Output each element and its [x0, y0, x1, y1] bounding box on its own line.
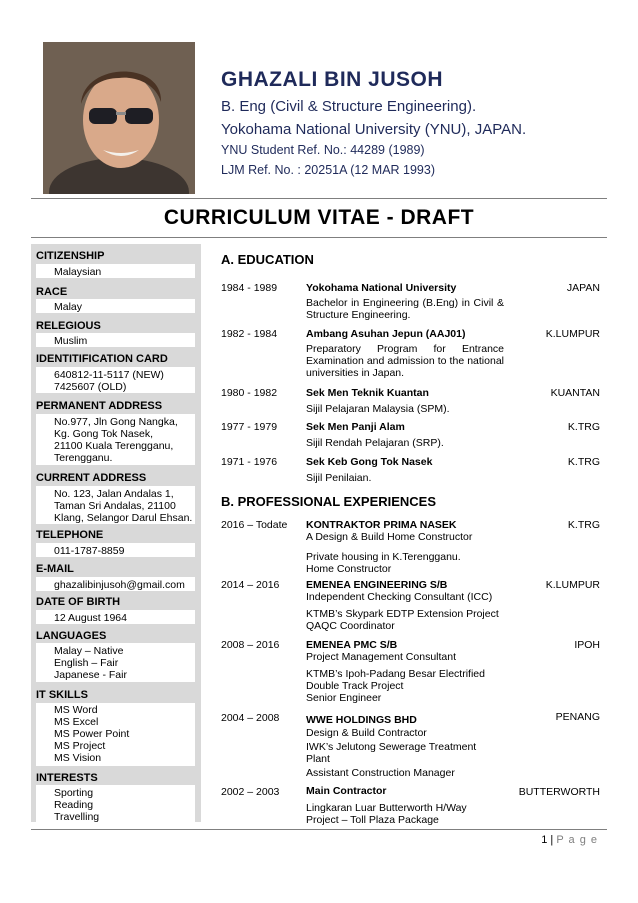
permanent-address-line: 21100 Kuala Terengganu,: [54, 440, 174, 452]
citizenship-heading: CITIZENSHIP: [36, 250, 105, 262]
experience-heading: B. PROFESSIONAL EXPERIENCES: [221, 494, 437, 509]
exp-role: Independent Checking Consultant (ICC): [306, 591, 493, 603]
race-value: Malay: [54, 301, 83, 313]
ynu-ref-line: YNU Student Ref. No.: 44289 (1989): [221, 143, 425, 157]
exp-years: 2002 – 2003: [221, 786, 280, 798]
religion-heading: RELEGIOUS: [36, 320, 101, 332]
edu-school: Sek Keb Gong Tok Nasek: [306, 456, 433, 468]
exp-project-line: IWK’s Jelutong Sewerage Treatment: [306, 741, 477, 753]
languages-heading: LANGUAGES: [36, 630, 107, 642]
interest-line: Reading: [54, 799, 94, 811]
it-skill-line: MS Vision: [54, 752, 102, 764]
edu-location: KUANTAN: [550, 387, 600, 399]
exp-location: IPOH: [574, 639, 600, 651]
exp-project-line: KTMB’s Skypark EDTP Extension Project: [306, 608, 499, 620]
id-card-heading: IDENTITIFICATION CARD: [36, 353, 168, 365]
exp-years: 2004 – 2008: [221, 712, 280, 724]
ljm-ref-line: LJM Ref. No. : 20251A (12 MAR 1993): [221, 163, 435, 177]
telephone-value: 011-1787-8859: [54, 545, 125, 557]
exp-project-line: Lingkaran Luar Butterworth H/Way: [306, 802, 467, 814]
permanent-address-line: Kg. Gong Tok Nasek,: [54, 428, 154, 440]
edu-location: K.TRG: [567, 456, 600, 468]
portrait-image: [43, 42, 195, 194]
exp-project-line: KTMB’s Ipoh-Padang Besar Electrified: [306, 668, 485, 680]
exp-location: PENANG: [555, 711, 600, 723]
exp-role: Project Management Consultant: [306, 651, 456, 663]
it-skill-line: MS Project: [54, 740, 106, 752]
exp-project-line: Private housing in K.Terengganu.: [306, 551, 461, 563]
exp-years: 2008 – 2016: [221, 639, 280, 651]
candidate-name: GHAZALI BIN JUSOH: [221, 68, 444, 91]
id-card-line: 7425607 (OLD): [54, 381, 127, 393]
current-address-heading: CURRENT ADDRESS: [36, 472, 147, 484]
citizenship-value: Malaysian: [54, 266, 102, 278]
language-line: Malay – Native: [54, 645, 124, 657]
edu-years: 1984 - 1989: [221, 282, 278, 294]
edu-location: JAPAN: [566, 282, 600, 294]
edu-details: Sijil Pelajaran Malaysia (SPM).: [306, 403, 450, 415]
document-title: CURRICULUM VITAE - DRAFT: [163, 206, 475, 229]
footer-rule: [31, 829, 607, 830]
title-rule: [31, 237, 607, 238]
exp-company: KONTRAKTOR PRIMA NASEK: [306, 519, 457, 531]
profile-photo: [43, 42, 195, 194]
exp-project-line: Double Track Project: [306, 680, 404, 692]
current-address-line: Taman Sri Andalas, 21100: [54, 500, 176, 512]
exp-company: Main Contractor: [306, 785, 387, 797]
id-card-line: 640812-11-5117 (NEW): [54, 369, 164, 381]
edu-years: 1971 - 1976: [221, 456, 278, 468]
interest-line: Travelling: [54, 811, 100, 823]
edu-details: Sijil Rendah Pelajaran (SRP).: [306, 437, 444, 449]
language-line: English – Fair: [54, 657, 119, 669]
it-skill-line: MS Word: [54, 704, 98, 716]
it-skills-heading: IT SKILLS: [36, 689, 88, 701]
language-line: Japanese - Fair: [54, 669, 127, 681]
exp-location: K.LUMPUR: [545, 579, 600, 591]
page-label: P a g e: [556, 834, 598, 846]
permanent-address-heading: PERMANENT ADDRESS: [36, 400, 163, 412]
page-number: 1: [541, 834, 548, 846]
education-heading: A. EDUCATION: [221, 252, 314, 267]
exp-project-line: Senior Engineer: [306, 692, 382, 704]
exp-years: 2014 – 2016: [221, 579, 280, 591]
degree-line: B. Eng (Civil & Structure Engineering).: [221, 98, 477, 115]
permanent-address-line: No.977, Jln Gong Nangka,: [54, 416, 178, 428]
exp-project-line: Plant: [306, 753, 330, 765]
dob-value: 12 August 1964: [54, 612, 127, 624]
edu-location: K.LUMPUR: [545, 328, 600, 340]
email-value: ghazalibinjusoh@gmail.com: [54, 579, 185, 591]
exp-company: EMENEA ENGINEERING S/B: [306, 579, 448, 591]
interest-line: Sporting: [54, 787, 94, 799]
religion-value: Muslim: [54, 335, 88, 347]
edu-years: 1980 - 1982: [221, 387, 278, 399]
telephone-heading: TELEPHONE: [36, 529, 104, 541]
edu-school: Ambang Asuhan Jepun (AAJ01): [306, 328, 466, 340]
exp-company: WWE HOLDINGS BHD: [306, 714, 417, 726]
page-separator: |: [550, 834, 554, 846]
email-heading: E-MAIL: [36, 563, 74, 575]
exp-project-line: Assistant Construction Manager: [306, 767, 455, 779]
current-address-line: No. 123, Jalan Andalas 1,: [54, 488, 174, 500]
exp-years: 2016 – Todate: [221, 519, 288, 531]
it-skill-line: MS Power Point: [54, 728, 130, 740]
race-heading: RACE: [36, 286, 68, 298]
interests-heading: INTERESTS: [36, 772, 98, 784]
exp-company: EMENEA PMC S/B: [306, 639, 398, 651]
exp-role: A Design & Build Home Constructor: [306, 531, 473, 543]
dob-heading: DATE OF BIRTH: [36, 596, 121, 608]
exp-role: Design & Build Contractor: [306, 727, 427, 739]
edu-school: Sek Men Panji Alam: [306, 421, 405, 433]
permanent-address-line: Terengganu.: [54, 452, 113, 464]
edu-details: Preparatory Program for Entrance Examination and admission to the national universities in Japan.: [306, 343, 504, 379]
exp-location: BUTTERWORTH: [518, 786, 600, 798]
edu-location: K.TRG: [567, 421, 600, 433]
edu-years: 1982 - 1984: [221, 328, 278, 340]
edu-school: Sek Men Teknik Kuantan: [306, 387, 429, 399]
edu-years: 1977 - 1979: [221, 421, 278, 433]
it-skill-line: MS Excel: [54, 716, 99, 728]
university-line: Yokohama National University (YNU), JAPAN.: [221, 121, 527, 138]
edu-school: Yokohama National University: [306, 282, 457, 294]
exp-project-line: QAQC Coordinator: [306, 620, 395, 632]
edu-details: Sijil Penilaian.: [306, 472, 372, 484]
edu-details: Bachelor in Engineering (B.Eng) in Civil & Structure Engineering.: [306, 297, 504, 321]
page-footer: [541, 834, 598, 846]
exp-project-line: Project – Toll Plaza Package: [306, 814, 439, 826]
current-address-line: Klang, Selangor Darul Ehsan.: [54, 512, 193, 524]
exp-location: K.TRG: [567, 519, 600, 531]
exp-project-line: Home Constructor: [306, 563, 392, 575]
top-rule: [31, 198, 607, 199]
